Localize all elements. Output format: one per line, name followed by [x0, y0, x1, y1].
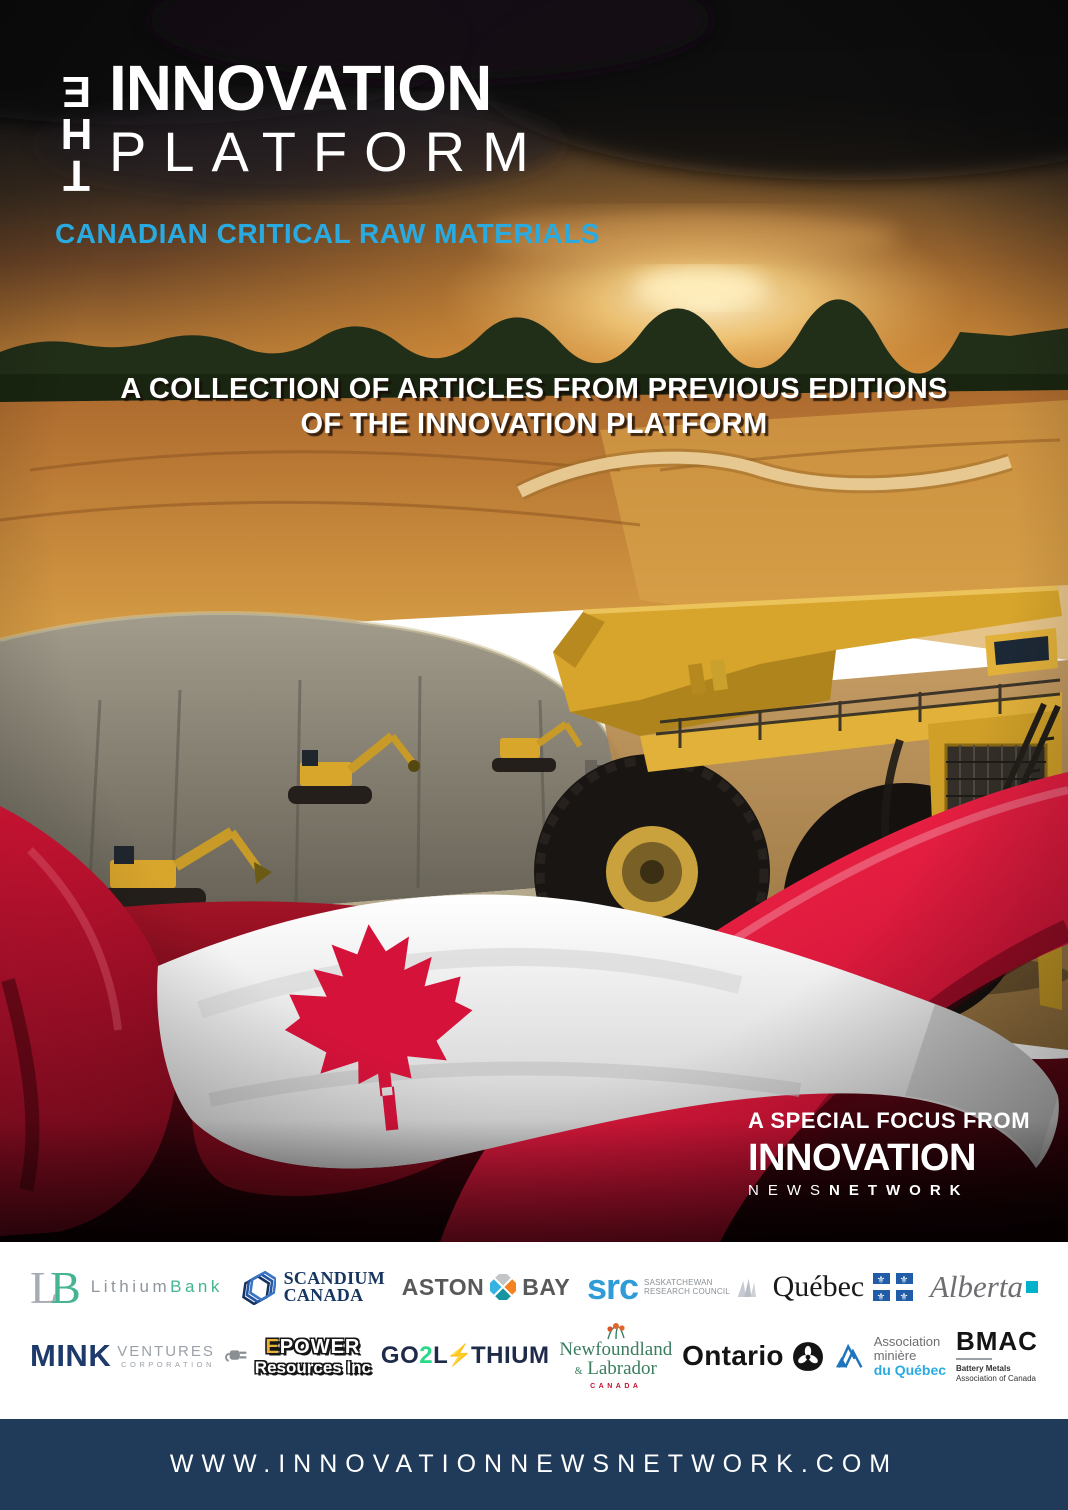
logo-go2lithium: [381, 1342, 550, 1370]
alberta-square-icon: [1026, 1281, 1038, 1293]
amq-line3: du Québec: [873, 1361, 947, 1378]
logo-bmac: [955, 1325, 1038, 1385]
logo-epower-resources: [225, 1337, 371, 1376]
nfl-line1: Newfoundland: [559, 1339, 673, 1361]
masthead: [52, 52, 600, 250]
headline-line1: A COLLECTION OF ARTICLES FROM PREVIOUS EDITIONS: [120, 373, 948, 405]
mink-corporation: CORPORATION: [121, 1360, 215, 1370]
amq-line1: Association: [873, 1333, 941, 1349]
mink-sub: [117, 1343, 215, 1369]
logo-association-miniere-quebec: [834, 1335, 946, 1378]
headline: [0, 372, 1068, 443]
epower-line2: Resources Inc: [254, 1357, 372, 1377]
go2lithium-wordmark: [381, 1342, 550, 1370]
plug-icon: [225, 1345, 251, 1367]
sponsor-row-2: [30, 1322, 1038, 1390]
amq-wordmark: [874, 1335, 946, 1378]
mink-wordmark: MINK: [30, 1338, 112, 1374]
footer-bar: [0, 1419, 1068, 1510]
ontario-wordmark: Ontario: [682, 1340, 784, 1372]
innovation-news-network-logo: INNOVATION: [748, 1137, 976, 1179]
nn-news: NEWS: [748, 1182, 829, 1199]
innovation-news-network-sub: [748, 1182, 1030, 1199]
logo-alberta: [930, 1269, 1038, 1305]
nfl-amp: &: [574, 1366, 583, 1378]
alberta-wordmark: Alberta: [929, 1269, 1023, 1305]
src-org-line1: SASKATCHEWAN: [644, 1278, 713, 1288]
logo-newfoundland-labrador: [559, 1322, 672, 1390]
masthead-title2: PLATFORM: [109, 120, 546, 184]
logo-aston-bay: [402, 1274, 571, 1301]
src-org-name: [644, 1278, 730, 1296]
quebec-wordmark: Québec: [772, 1270, 865, 1304]
hexagon-icon: [240, 1269, 276, 1305]
g2-two: 2: [419, 1342, 434, 1370]
nfl-canada: CANADA: [590, 1383, 642, 1391]
logo-quebec: [773, 1270, 914, 1304]
logo-mink-ventures: [30, 1338, 215, 1374]
pitcher-plant-icon: [602, 1322, 630, 1340]
fleur-de-lis-icon: ⚜: [876, 1292, 886, 1302]
astonbay-bay: BAY: [522, 1273, 571, 1300]
sponsor-row-1: [30, 1261, 1038, 1313]
astonbay-aston: ASTON: [401, 1273, 485, 1300]
g2-go: GO: [380, 1342, 420, 1370]
bmac-rule: [956, 1358, 992, 1360]
lithiumbank-wordmark: [91, 1277, 223, 1297]
g2-l: L: [433, 1342, 449, 1370]
lb-letter-l: L: [30, 1261, 59, 1313]
mountain-a-icon: [834, 1341, 868, 1371]
scandium-line2: CANADA: [283, 1285, 364, 1306]
wing-icon: [736, 1274, 756, 1300]
g2-thium: THIUM: [470, 1342, 550, 1370]
logo-ontario: [682, 1340, 824, 1372]
lb-letter-b: B: [50, 1261, 81, 1313]
masthead-title: INNOVATION: [109, 52, 492, 124]
trillium-icon: [792, 1340, 824, 1372]
masthead-the: THE: [52, 74, 101, 200]
bmac-line2: Association of Canada: [955, 1374, 1037, 1384]
logo-scandium-canada: [240, 1269, 385, 1305]
src-acronym: src: [586, 1266, 639, 1308]
special-focus-block: [748, 1108, 1030, 1199]
masthead-subtitle: CANADIAN CRITICAL RAW MATERIALS: [55, 218, 600, 249]
fleur-de-lis-icon: ⚜: [899, 1275, 909, 1287]
scandium-wordmark: [284, 1270, 385, 1304]
bmac-line1: Battery Metals: [955, 1363, 1011, 1373]
lb-bank: Bank: [170, 1277, 223, 1297]
epower-power: POWER: [279, 1335, 361, 1358]
logo-src: [586, 1266, 756, 1308]
scandium-line1: SCANDIUM: [283, 1268, 385, 1289]
quebec-flag-icon: [873, 1273, 913, 1301]
epower-wordmark: [255, 1337, 371, 1376]
footer-url: WWW.INNOVATIONNEWSNETWORK.COM: [169, 1450, 899, 1478]
epower-e: E: [265, 1335, 280, 1358]
fleur-de-lis-icon: ⚜: [876, 1275, 886, 1287]
amq-line2: minière: [873, 1347, 917, 1363]
special-focus-kicker: A SPECIAL FOCUS FROM: [748, 1108, 1031, 1133]
lb-lithium: Lithium: [90, 1277, 171, 1297]
lightning-bolt-icon: ⚡: [446, 1344, 473, 1368]
mink-ventures: VENTURES: [117, 1343, 215, 1361]
src-org-line2: RESEARCH COUNCIL: [644, 1287, 730, 1297]
fleur-de-lis-icon: ⚜: [899, 1292, 909, 1302]
diamond-icon: [490, 1274, 516, 1300]
logo-lithiumbank: [30, 1261, 223, 1313]
epower-line1: [265, 1337, 360, 1357]
nn-network: NETWORK: [829, 1182, 970, 1199]
lithiumbank-monogram: [30, 1261, 81, 1313]
sponsor-band: [0, 1242, 1068, 1419]
nfl-labrador: Labrador: [587, 1358, 657, 1380]
nfl-line2: [575, 1359, 657, 1378]
headline-line2: OF THE INNOVATION PLATFORM: [300, 408, 768, 441]
bmac-wordmark: BMAC: [955, 1325, 1038, 1356]
